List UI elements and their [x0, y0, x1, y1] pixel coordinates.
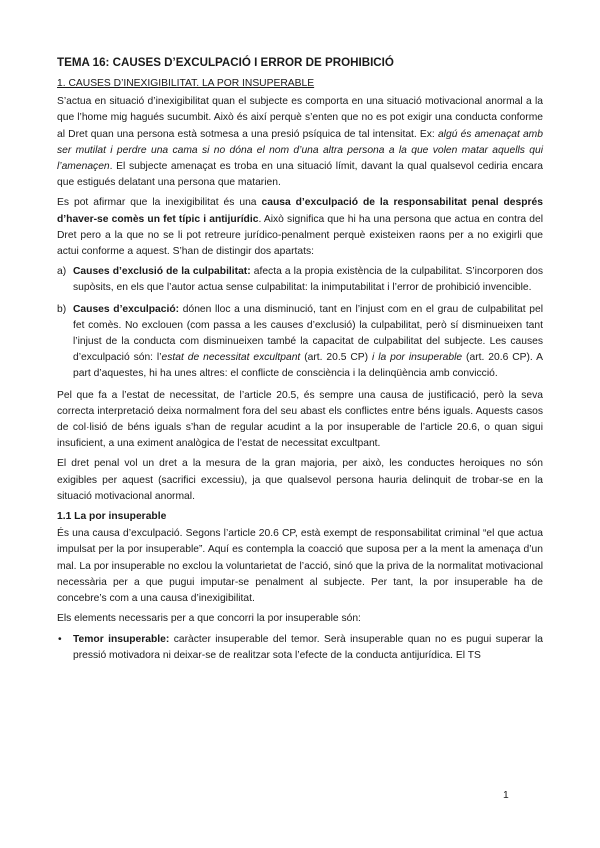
paragraph-inexigibilitat: [57, 94, 543, 191]
paragraph-dret-penal: El dret penal vol un dret a la mesura de la gran majoria, per això, les conductes heroiques no són exigibles per aquest (sacrifici excessiu), ja que qualsevol persona hauria delinquit de trobar-se en la situació motivacional anormal.: [57, 458, 543, 502]
italic-term: estat de necessitat excultpant: [161, 352, 301, 364]
paragraph-causa-exculpacio: [57, 195, 543, 260]
bullet-item: [57, 632, 543, 664]
list-item-a: [57, 264, 543, 296]
bullet-text: caràcter insuperable del temor. Serà insuperable quan no es pugui superar la pressió motivadora ni deixar-se de realitzar sota l’efecte de la conducta antijurídica. El TS: [73, 633, 543, 661]
example-text: algú és amenaçat amb ser mutilat i perdre una cama si no dóna el nom d’una altra persona a la que volen matar aquells qui l’amenaçen: [57, 128, 543, 173]
paragraph-text: . Això significa que hi ha una persona que actua en contra del Dret pero a la que no se li pot retreure jurídico-penalment perquè existeixen raons per a no exigirli que actui conforme a aquest. S’han de distingir dos apartats:: [57, 213, 543, 258]
list-item-text: afecta a la propia existència de la culpabilitat. S’incorporen dos supòsits, en els que l’autor actua sense culpabilitat: la inimputabilitat i l’error de prohibició invencible.: [73, 266, 543, 294]
bold-definition: causa d’exculpació de la responsabilitat penal després d’haver-se comès un fet típic i antijurídic: [57, 197, 544, 225]
list-marker: b): [57, 303, 67, 315]
document-title: TEMA 16: CAUSES D’EXCULPACIÓ I ERROR DE PROHIBICIÓ: [57, 56, 394, 69]
paragraph-text: Es pot afirmar que la inexigibilitat és una: [57, 197, 262, 209]
paragraph-text: S’actua en situació d’inexigibilitat quan el subjecte es comporta en una situació motivacional anormal a la que l’home mig hagués sucumbit. Això és així perquè s’enten que no es pot exigir una conducta conforme al Dret quan una persona està sotmesa a una presió psíquica de tal intensitat. Ex:: [57, 96, 543, 140]
paragraph-estat-necessitat: Pel que fa a l’estat de necessitat, de l’article 20.5, és sempre una causa de justificació, però la seva correcta interpretació deixa normalment fora del seu abast els conflictes entre béns iguals. Aquests casos de col·lisió de béns iguals s’han de regular acudint a la por insuperable de l’article 20.6, o quan sigui insuficient, a una eximent analògica de l’estat de necessitat excultpant.: [57, 389, 543, 450]
page-number: 1: [503, 790, 509, 801]
paragraph-text: . El subjecte amenaçat es troba en una situació límit, davant la qual qualsevol cediria encara que estigués delatant una persona que matarien.: [57, 161, 543, 189]
italic-term: i la por insuperable: [372, 352, 463, 364]
paragraph-por-insuperable: És una causa d’exculpació. Segons l’article 20.6 CP, està exempt de responsabilitat criminal “el que actua impulsat per la por insuperable”. Aquí es contempla la coacció que suposa per a la ment la amenaça d’un mal. La por insuperable no exclou la voluntarietat de l’acció, sinó que la priva de la normalitat motivacional necessària per a que pugui imputar-se penalment al subjecte. Per tant, la por insuperable ha de concebre’s com a una causa d’inexigibilitat.: [57, 528, 543, 605]
list-item-text: dónen lloc a una disminució, tant en l’injust com en el grau de culpabilitat pel fet comès. No exclouen (com passa a les causes d’exclusió) la culpabilitat, però sí disminueixen tant l’injust de la conducta com disminueixen també la capacitat de culpabilitat del subjecte. Les causes d’exculpació són: l’: [73, 303, 543, 364]
bullet-icon: •: [58, 633, 62, 645]
list-item-term: Causes d’exculpació:: [73, 303, 180, 315]
paragraph-elements: Els elements necessaris per a que concorri la por insuperable són:: [57, 613, 361, 625]
subsection-heading: 1.1 La por insuperable: [57, 511, 167, 523]
section-heading: 1. CAUSES D’INEXIGIBILITAT. LA POR INSUPERABLE: [57, 78, 315, 89]
list-item-text: (art. 20.5 CP): [300, 352, 372, 364]
list-item-b: [57, 302, 543, 383]
list-marker: a): [57, 266, 67, 278]
page-content: [57, 55, 543, 669]
list-item-text: (art. 20.6 CP). A part d’aquestes, hi ha unes altres: el conflicte de consciència i la delinqüència amb convicció.: [73, 352, 543, 380]
list-item-term: Causes d’exclusió de la culpabilitat:: [73, 266, 251, 278]
bullet-term: Temor insuperable:: [73, 633, 170, 645]
